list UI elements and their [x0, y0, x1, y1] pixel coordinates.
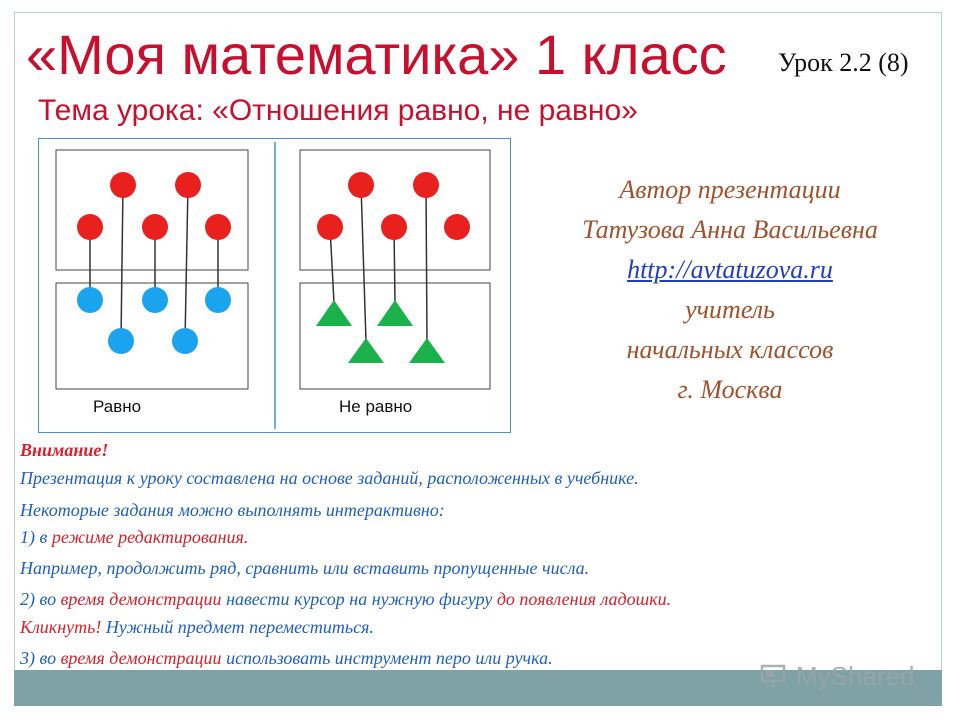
note-line: Например, продолжить ряд, сравнить или вставить пропущенные числа. [20, 558, 590, 578]
watermark [760, 656, 915, 696]
red-circle [444, 214, 470, 240]
slide-title: «Моя математика» 1 класс [26, 23, 727, 86]
author-role: учитель [685, 295, 775, 324]
red-circle [142, 214, 168, 240]
blue-circle [142, 287, 168, 313]
red-circle [348, 172, 374, 198]
blue-circle [172, 328, 198, 354]
red-circle [175, 172, 201, 198]
red-circle [381, 214, 407, 240]
label-not-equal: Не равно [339, 397, 413, 416]
lesson-number: Урок 2.2 (8) [778, 48, 909, 77]
red-circle [77, 214, 103, 240]
red-circle [205, 214, 231, 240]
blue-circle [205, 287, 231, 313]
author-name: Татузова Анна Васильевна [582, 215, 878, 244]
author-heading: Автор презентации [619, 175, 841, 204]
note-line: Некоторые задания можно выполнять интерактивно: [20, 500, 445, 520]
note-line: 1) в режиме редактирования. [20, 527, 249, 547]
label-equal: Равно [93, 397, 142, 416]
blue-circle [108, 328, 134, 354]
note-line: 2) во время демонстрации навести курсор на нужную фигуру до появления ладошки. [20, 589, 672, 609]
note-line: 3) во время демонстрации использовать инструмент перо или ручка. [20, 648, 553, 668]
watermark-text: MyShared [796, 660, 915, 691]
attention-heading: Внимание! [20, 440, 109, 460]
red-circle [317, 214, 343, 240]
author-city: г. Москва [677, 375, 783, 404]
lesson-topic: Тема урока: «Отношения равно, не равно» [38, 94, 638, 127]
presentation-icon [760, 663, 788, 689]
equal-not-equal-illustration [38, 138, 511, 433]
note-line: Кликнуть! Нужный предмет переместиться. [20, 617, 374, 637]
red-circle [110, 172, 136, 198]
blue-circle [77, 287, 103, 313]
note-line: Презентация к уроку составлена на основе заданий, расположенных в учебнике. [20, 468, 639, 488]
author-website-link[interactable]: http://avtatuzova.ru [627, 255, 833, 284]
author-role-detail: начальных классов [626, 335, 834, 364]
red-circle [413, 172, 439, 198]
author-block [535, 170, 925, 410]
